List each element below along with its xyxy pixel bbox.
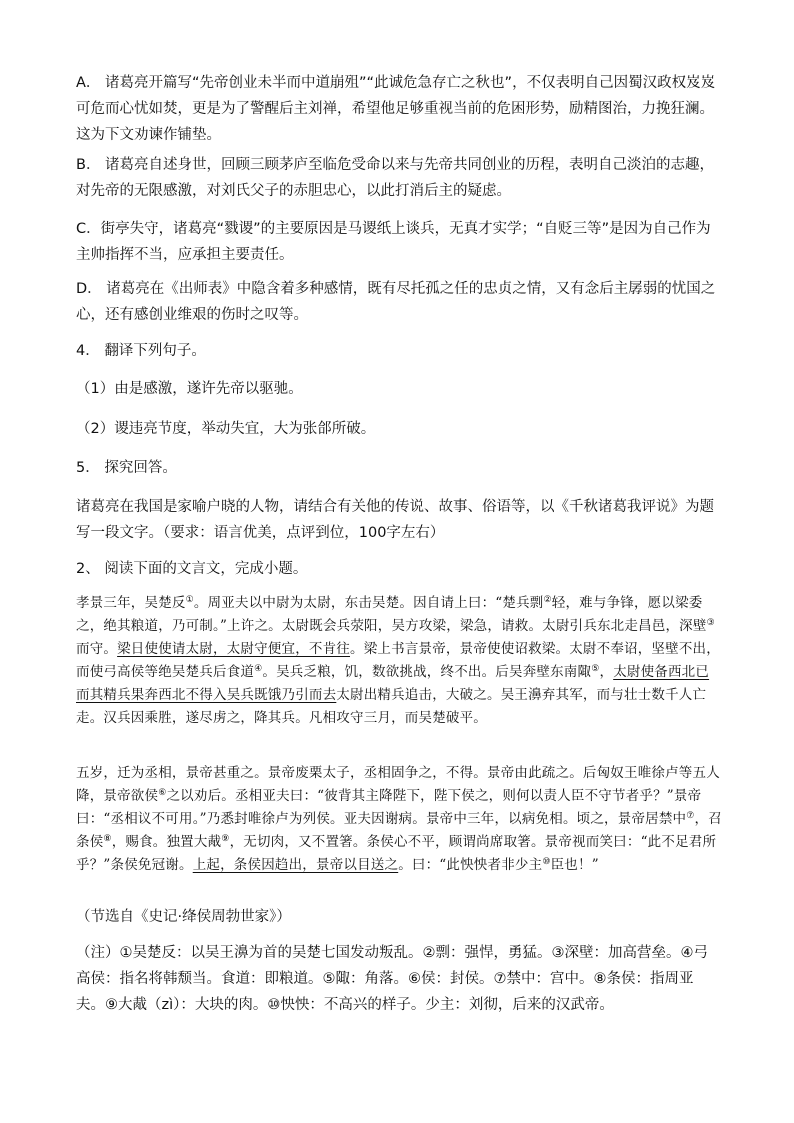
note-marker: ⑦ <box>686 811 695 821</box>
underlined-sentence: 上起，条侯因趋出，景帝以目送之 <box>192 857 399 873</box>
question-5-title: 5． 探究回答。 <box>76 460 177 476</box>
option-c: C．街亭失守，诸葛亮“戮谡”的主要原因是马谡纸上谈兵，无真才实学；“自贬三等”是因为自己作为主帅指挥不当，应承担主要责任。 <box>76 221 711 263</box>
passage-text: 。周亚夫以中尉为太尉，东击吴楚。因自请上曰：“楚兵剽 <box>193 595 544 611</box>
passage-text: 孝景三年，吴楚反 <box>76 595 186 611</box>
passage-text: ，召条侯 <box>76 811 722 850</box>
passage-text: 。梁上书言景帝，景帝使使诏救梁。太尉不奉诏，坚壁不出，而使弓高侯等绝吴楚兵后食道 <box>76 641 720 680</box>
note-marker: ⑩ <box>542 857 551 867</box>
option-a: A． 诸葛亮开篇写“先帝创业未半而中道崩殂”“此诚危急存亡之秋也”，不仅表明自己因蜀汉政权岌岌可危而心忧如焚，更是为了警醒后主刘禅，希望他足够重视当前的危困形势，励精图治，力挽狂澜。这为下文劝谏作铺垫。 <box>76 75 716 143</box>
question-5-body: 诸葛亮在我国是家喻户晓的人物，请结合有关他的传说、故事、俗语等，以《千秋诸葛我评说》为题写一段文字。（要求：语言优美，点评到位，100字左右） <box>76 499 714 541</box>
passage-text: 之以劝后。丞相亚夫曰：“彼背其主降陛下，陛下侯之，则何以责人臣不守节者乎？”景帝曰：“丞相议不可用。”乃悉封唯徐卢为列侯。亚夫因谢病。景帝中三年，以病免相。顷之，景帝居禁中 <box>76 788 702 827</box>
passage-paragraph-2 <box>76 762 722 877</box>
note-marker: ⑨ <box>221 834 230 844</box>
question-4-sentence-1: （1）由是感激，遂许先帝以驱驰。 <box>76 381 303 397</box>
note-marker: ⑤ <box>591 664 600 674</box>
note-marker: ② <box>543 595 552 605</box>
underlined-sentence: 太尉使备西北已而其精兵果奔西北不得入吴兵既饿乃引而去 <box>76 664 710 703</box>
note-marker: ⑧ <box>103 834 112 844</box>
passage-text: ，无切肉，又不置箸。条侯心不平，顾谓尚席取箸。景帝视而笑曰：“此不足君所乎？”条侯免冠谢。 <box>76 834 717 873</box>
option-d: D． 诸葛亮在《出师表》中隐含着多种感情，既有尽托孤之任的忠贞之情，又有念后主孱弱的忧国之心，还有感创业维艰的伤时之叹等。 <box>76 281 716 323</box>
passage-text: 。曰：“此怏怏者非少主 <box>398 857 543 873</box>
passage-text: ，赐食。独置大胾 <box>111 834 222 850</box>
note-marker: ④ <box>254 664 263 674</box>
passage-text: 太尉出精兵追击，大破之。吴王濞弃其军，而与壮士数千人亡走。汉兵因乘胜，遂尽虏之，降其兵。凡相攻守三月，而吴楚破平。 <box>76 687 707 726</box>
note-marker: ⑥ <box>158 788 167 798</box>
question-4-sentence-2: （2）谡违亮节度，举动失宜，大为张郃所破。 <box>76 421 376 437</box>
passage-notes: （注）①吴楚反：以吴王濞为首的吴楚七国发动叛乱。②剽：强悍，勇猛。③深壁：加高营垒。④弓高侯：指名将韩颓当。食道：即粮道。⑤陬：角落。⑥侯：封侯。⑦禁中：宫中。⑧条侯：指周亚夫。⑨大胾（zì）：大块的肉。⑩怏怏：不高兴的样子。少主：刘彻，后来的汉武帝。 <box>76 945 708 1013</box>
note-marker: ③ <box>706 618 715 628</box>
underlined-sentence: 梁日使使请太尉，太尉守便宜，不肯往 <box>117 641 351 657</box>
passage-text: 五岁，迁为丞相，景帝甚重之。景帝废栗太子，丞相固争之，不得。景帝由此疏之。后匈奴王唯徐卢等五人降，景帝欲侯 <box>76 765 720 804</box>
option-b: B． 诸葛亮自述身世，回顾三顾茅庐至临危受命以来与先帝共同创业的历程，表明自己淡泊的志趣，对先帝的无限感激，对刘氏父子的赤胆忠心，以此打消后主的疑虑。 <box>76 157 715 199</box>
passage-source: （节选自《史记·绛侯周勃世家》） <box>76 909 291 925</box>
note-marker: ① <box>185 595 194 605</box>
section-2-title: 2、 阅读下面的文言文，完成小题。 <box>76 561 308 577</box>
passage-text: ， <box>599 664 614 680</box>
passage-text: 。吴兵乏粮，饥，数欲挑战，终不出。后吴奔壁东南陬 <box>262 664 592 680</box>
passage-paragraph-1 <box>76 592 722 730</box>
passage-text: 而守。 <box>76 641 118 657</box>
passage-text: 臣也！” <box>550 857 599 873</box>
passage-text: 轻，难与争锋，愿以梁委之，绝其粮道，乃可制。”上许之。太尉既会兵荥阳，吴方攻梁，梁急，请救。太尉引兵东北走昌邑，深壁 <box>76 595 707 634</box>
question-4-title: 4． 翻译下列句子。 <box>76 343 206 359</box>
